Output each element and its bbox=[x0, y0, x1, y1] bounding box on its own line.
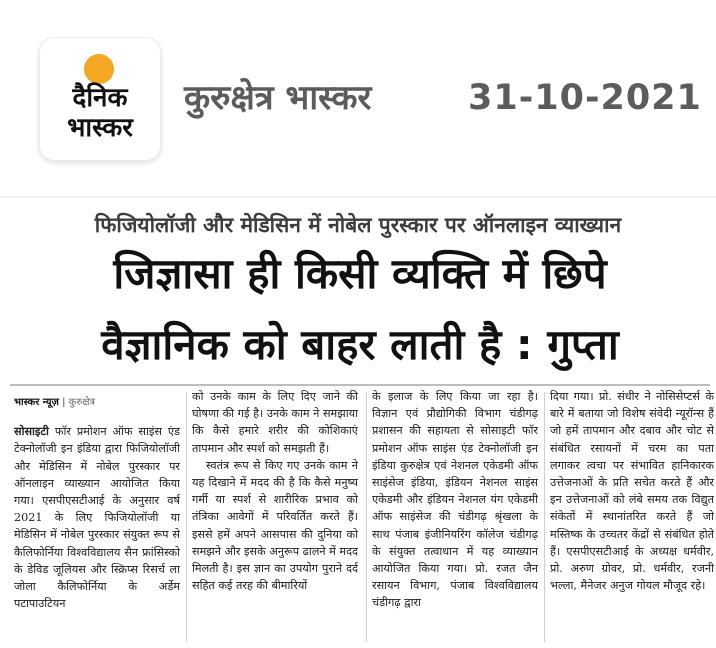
newspaper-header bbox=[0, 0, 716, 200]
byline-source: भास्कर न्यूज़ bbox=[14, 397, 59, 408]
logo-text-line1: दैनिक bbox=[72, 83, 128, 113]
column-1-text: फॉर प्रमोशन ऑफ साइंस एंड टेक्नोलॉजी इन इंडिया द्वारा फिजियोलॉजी और मेडिसिन में नोबेल पुरस्कार पर ऑनलाइन व्याख्यान आयोजित किया गया। एसपीएसटीआई के अनुसार वर्ष 2021 के लिए फिजियोलॉजी या मेडिसिन में नोबेल पुरस्कार संयुक्त रूप से कैलिफोर्निया विश्वविद्यालय सैन फ्रांसिस्को के डेविड जूलियस और स्क्रिप्स रिसर्च ला जोला कैलिफोर्निया के अर्डेम पटापाउटियन bbox=[14, 425, 180, 611]
headline-line-2: वैज्ञानिक को बाहर लाती है : गुप्ता bbox=[101, 320, 619, 369]
byline: भास्कर न्यूज़ | कुरुक्षेत्र bbox=[14, 397, 96, 408]
edition-name: कुरुक्षेत्र भास्कर bbox=[184, 78, 372, 118]
dainik-bhaskar-logo[interactable] bbox=[40, 38, 160, 160]
column-divider bbox=[366, 392, 367, 642]
header-divider bbox=[0, 196, 716, 198]
column-divider bbox=[186, 392, 187, 642]
headline-rule bbox=[10, 384, 710, 386]
edition-date: 31-10-2021 bbox=[468, 78, 702, 118]
column-2-paragraph-1: को उनके काम के लिए दिए जाने की घोषणा की गई है। उनके काम ने समझाया कि कैसे हमारे शरीर की कोशिकाएं तापमान और स्पर्श को समझती हैं। bbox=[192, 390, 358, 455]
article-column-1 bbox=[14, 388, 180, 646]
column-4-text: दिया गया। प्रो. संधीर ने नोसिसेप्टर्स के बारे में बताया जो विशेष संवेदी न्यूरॉन्स हैं जो हमें तापमान और दबाव और चोट से संबंधित रसायनों में चरम का पता लगाकर त्वचा पर संभावित हानिकारक उत्तेजनाओं के प्रति सचेत करते हैं और इन उत्तेजनाओं को लंबे समय तक विद्युत संकेतों में स्थानांतरित करते हैं जो मस्तिष्क के उच्चतर केंद्रों से संबंधित होते हैं। एसपीएसटीआई के अध्यक्ष धर्मवीर, प्रो. अरुण ग्रोवर, प्रो. धर्मवीर, रजनी भल्ला, मैनेजर अनुज गोयल मौजूद रहे। bbox=[550, 390, 714, 593]
headline-line-1: जिज्ञासा ही किसी व्यक्ति में छिपे bbox=[113, 249, 607, 298]
column-divider bbox=[544, 392, 545, 642]
logo-text-line2: भास्कर bbox=[67, 113, 133, 143]
column-2-paragraph-2: स्वतंत्र रूप से किए गए उनके काम ने यह दिखाने में मदद की है कि कैसे मनुष्य गर्मी या स्पर्श से शारीरिक प्रभाव को तंत्रिका आवेगों में परिवर्तित करते हैं। इससे हमें अपने आसपास की दुनिया को समझने और इसके अनुरूप ढालने में मदद मिलती है। इस ज्ञान का उपयोग पुराने दर्द सहित कई तरह की बीमारियों bbox=[192, 458, 358, 593]
article-lead-word: सोसाइटी bbox=[14, 424, 49, 439]
article-body bbox=[10, 388, 714, 646]
article-column-3 bbox=[372, 388, 538, 646]
sun-icon bbox=[84, 54, 114, 84]
article-column-4 bbox=[550, 388, 714, 646]
article-kicker: फिजियोलॉजी और मेडिसिन में नोबेल पुरस्कार पर ऑनलाइन व्याख्यान bbox=[94, 213, 622, 237]
byline-location: कुरुक्षेत्र bbox=[68, 397, 96, 408]
article-column-2 bbox=[192, 388, 358, 646]
column-3-text: के इलाज के लिए किया जा रहा है। विज्ञान एवं प्रौद्योगिकी विभाग चंडीगढ़ प्रशासन की सहायता से सोसाइटी फॉर प्रमोशन ऑफ साइंस एंड टेक्नोलॉजी इन इंडिया कुरुक्षेत्र एवं नेशनल एकेडमी ऑफ साइंसेज इंडिया, इंडियन नेशनल साइंस एकेडमी और इंडियन नेशनल यंग एकेडमी ऑफ साइंसेज की चंडीगढ़ श्रृंखला के साथ पंजाब इंजीनियरिंग कॉलेज चंडीगढ़ के संयुक्त तत्वाधान में यह व्याख्यान आयोजित किया गया। प्रो. रजत जैन रसायन विभाग, पंजाब विश्वविद्यालय चंडीगढ़ द्वारा bbox=[372, 390, 538, 610]
